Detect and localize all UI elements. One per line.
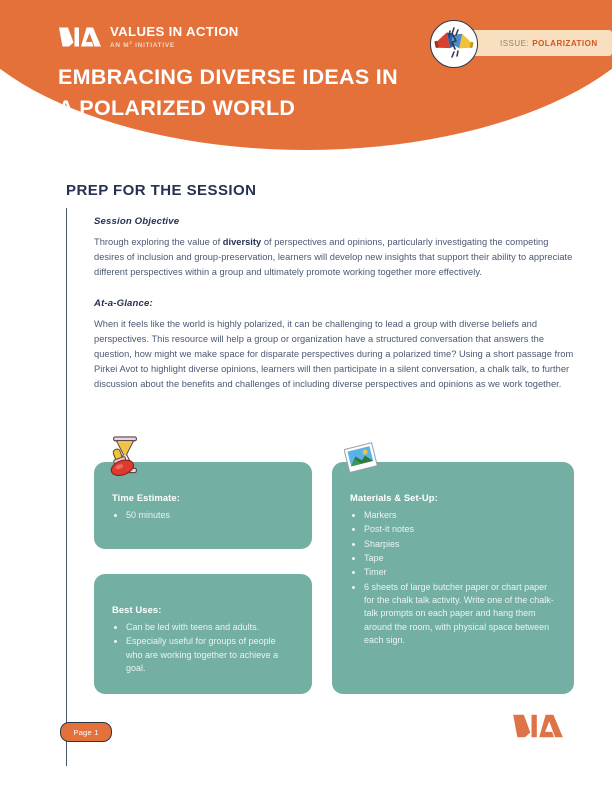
at-a-glance-heading: At-a-Glance: xyxy=(94,298,153,310)
left-rule-divider xyxy=(66,208,67,766)
via-logo xyxy=(58,24,239,50)
page-title xyxy=(58,62,458,124)
session-objective-heading: Session Objective xyxy=(94,216,180,227)
headline-line-2: A POLARIZED WORLD xyxy=(58,96,296,121)
card-best-uses-title: Best Uses: xyxy=(112,604,162,615)
issue-badge-label: ISSUE: xyxy=(500,38,530,48)
list-item: • Tape xyxy=(364,552,556,565)
list-item: • 50 minutes xyxy=(126,509,294,522)
page-number-label: Page 1 xyxy=(73,727,99,737)
list-item: • Can be led with teens and adults. xyxy=(126,621,294,634)
list-item: • Post-it notes xyxy=(364,523,556,536)
card-time-estimate xyxy=(94,462,312,549)
two-megaphones-clash-icon xyxy=(430,20,478,68)
card-best-uses xyxy=(94,574,312,694)
list-item: • Especially useful for groups of people who are working together to achieve a goal. xyxy=(126,635,294,675)
card-time-estimate-list xyxy=(112,509,294,522)
page-number-badge xyxy=(60,722,112,742)
footer-via-logo-icon xyxy=(510,713,566,739)
header-band xyxy=(0,0,612,150)
prep-body xyxy=(94,216,574,392)
card-materials-setup-title: Materials & Set-Up: xyxy=(350,492,438,503)
list-item: • Timer xyxy=(364,566,556,579)
issue-badge-value: POLARIZATION xyxy=(532,38,598,48)
list-item: • Sharpies xyxy=(364,538,556,551)
at-a-glance-text: When it feels like the world is highly polarized, it can be challenging to lead a group with diverse beliefs and perspectives. This resource will help a group or organization have a structured conversation that answers the question, how might we make space for disparate perspectives during a polarized time? Using a short passage from Pirkei Avot to highlight diverse opinions, learners will then participate in a silent conversation, a chalk talk, to further discussion about the benefits and challenges of including diverse perspectives and opinions as we work together. xyxy=(94,319,574,390)
card-best-uses-list xyxy=(112,621,294,675)
session-objective-text: Through exploring the value of diversity of perspectives and opinions, particularly investigating the competing desires of inclusion and group-preservation, learners will develop new insights that support their ability to appreciate different perspectives within a group and ultimately promote working together more effectively. xyxy=(94,237,573,278)
list-item: • 6 sheets of large butcher paper or chart paper for the chalk talk activity. Write one of the chalk-talk prompts on each paper and hang them around the room, with physical space between each sign. xyxy=(364,581,556,648)
headline-line-1: EMBRACING DIVERSE IDEAS IN xyxy=(58,65,398,89)
logo-title: VALUES IN ACTION xyxy=(110,24,239,39)
logo-subtitle: AN $M^2$ INITIATIVE xyxy=(110,40,175,50)
header-content xyxy=(0,0,612,150)
via-logo-mark-icon xyxy=(58,26,102,48)
section-title: PREP FOR THE SESSION xyxy=(66,182,257,199)
card-time-estimate-title: Time Estimate: xyxy=(112,492,180,503)
card-materials-setup-list xyxy=(350,509,556,647)
list-item: • Markers xyxy=(364,509,556,522)
issue-badge xyxy=(457,30,612,56)
card-materials-setup xyxy=(332,462,574,694)
